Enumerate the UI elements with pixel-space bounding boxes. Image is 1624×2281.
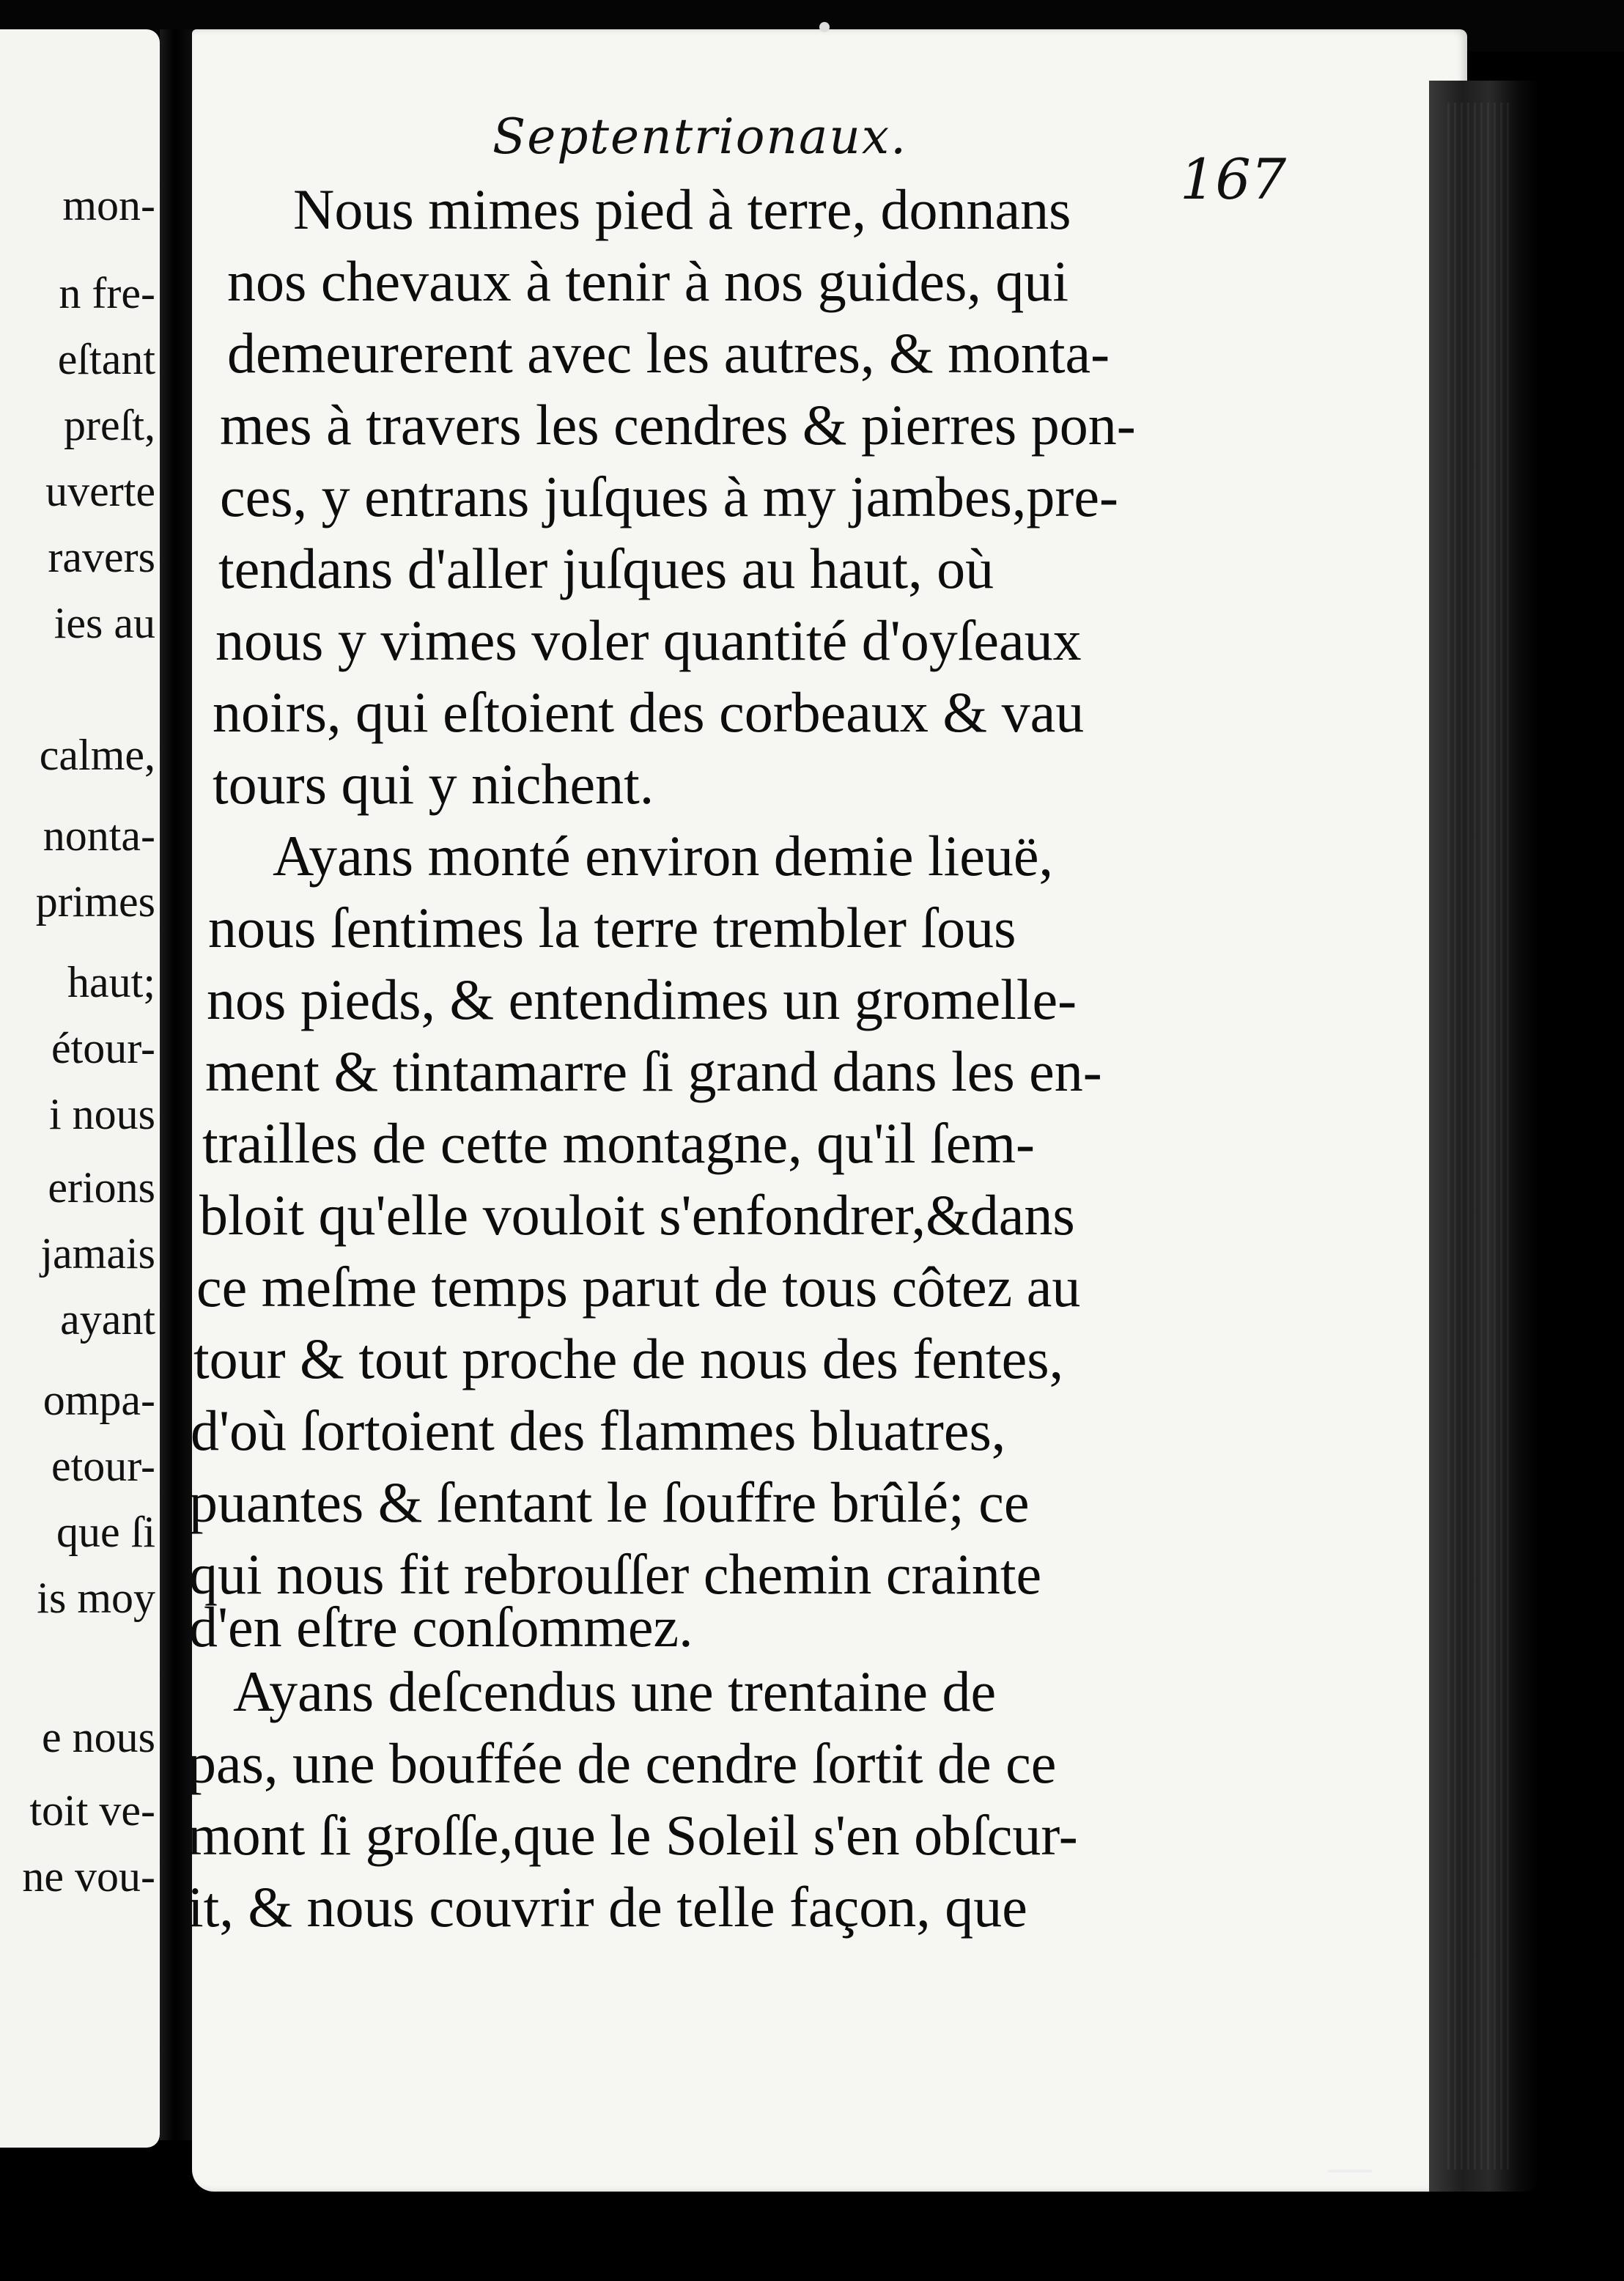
- page-number: 167: [1180, 147, 1287, 212]
- text-line: tour & tout proche de nous des fentes,: [193, 1327, 1064, 1390]
- left-page-line: uverte: [45, 467, 155, 515]
- text-line: tendans d'aller juſques au haut, où: [218, 537, 994, 600]
- running-title: Septentrionaux.: [492, 108, 908, 165]
- left-page-line: ompa-: [43, 1376, 155, 1424]
- left-page-line: ravers: [48, 533, 155, 581]
- left-page-line: i nous: [48, 1090, 155, 1138]
- text-line: ce meſme temps parut de tous côtez au: [196, 1255, 1081, 1319]
- text-line: it, & nous couvrir de telle façon, que: [188, 1875, 1027, 1939]
- text-line: puantes & ſentant le ſouffre brûlé; ce: [189, 1470, 1030, 1534]
- left-page-line: preſt,: [64, 401, 155, 449]
- left-page-line: n fre-: [59, 269, 155, 317]
- text-line: nous ſentimes la terre trembler ſous: [208, 896, 1016, 959]
- text-line: noirs, qui eſtoient des corbeaux & vau: [213, 680, 1085, 744]
- left-page-line: primes: [35, 877, 155, 926]
- text-line: mes à travers les cendres & pierres pon-: [220, 393, 1136, 457]
- scan-speck: [819, 22, 830, 32]
- text-line: nos chevaux à tenir à nos guides, qui: [227, 249, 1069, 313]
- left-page-line: e nous: [42, 1713, 155, 1761]
- scan-speck: [1328, 2170, 1372, 2173]
- left-page-line: mon-: [62, 181, 155, 229]
- text-line: ment & tintamarre ſi grand dans les en-: [205, 1039, 1102, 1103]
- left-page-line: calme,: [39, 731, 155, 779]
- text-line: nos pieds, & entendimes un gromelle-: [207, 968, 1077, 1031]
- left-page-line: étour-: [51, 1024, 155, 1072]
- left-page-line: ies au: [53, 599, 155, 647]
- text-line: d'en eſtre conſommez.: [189, 1595, 693, 1659]
- left-page-line: que ſi: [56, 1508, 155, 1556]
- left-page-line: is moy: [37, 1574, 155, 1622]
- text-line: trailles de cette montagne, qu'il ſem-: [202, 1111, 1035, 1175]
- text-line: Ayans deſcendus une trentaine de: [233, 1659, 997, 1723]
- text-line: tours qui y nichent.: [213, 752, 654, 816]
- left-page-line: eſtant: [57, 335, 155, 383]
- text-line: bloit qu'elle vouloit s'enfondrer,&dans: [199, 1183, 1075, 1247]
- text-line: Nous mimes pied à terre, donnans: [293, 177, 1071, 241]
- text-line: nous y vimes voler quantité d'oyſeaux: [215, 608, 1082, 672]
- text-line: pas, une bouffée de cendre ſortit de ce: [188, 1731, 1057, 1795]
- left-page-line: jamais: [40, 1229, 155, 1278]
- text-line: qui nous fit rebrouſſer chemin crainte: [189, 1542, 1042, 1606]
- text-line: demeurerent avec les autres, & monta-: [227, 321, 1110, 385]
- text-line: d'où ſortoient des flammes bluatres,: [191, 1399, 1006, 1462]
- left-page-line: toit ve-: [29, 1786, 155, 1835]
- text-line: mont ſi groſſe,que le Soleil s'en obſcur-: [188, 1803, 1078, 1867]
- left-page: [0, 29, 160, 2148]
- left-page-line: haut;: [67, 958, 155, 1006]
- left-page-line: erions: [48, 1163, 155, 1212]
- left-page-line: etour-: [51, 1442, 155, 1490]
- left-page-line: ne vou-: [22, 1852, 155, 1901]
- text-line: Ayans monté environ demie lieuë,: [273, 824, 1054, 888]
- text-line: ces, y entrans juſques à my jambes,pre-: [220, 465, 1118, 528]
- page-edge-texture: [1447, 103, 1513, 2170]
- left-page-line: nonta-: [43, 811, 155, 860]
- left-page-line: ayant: [60, 1295, 155, 1344]
